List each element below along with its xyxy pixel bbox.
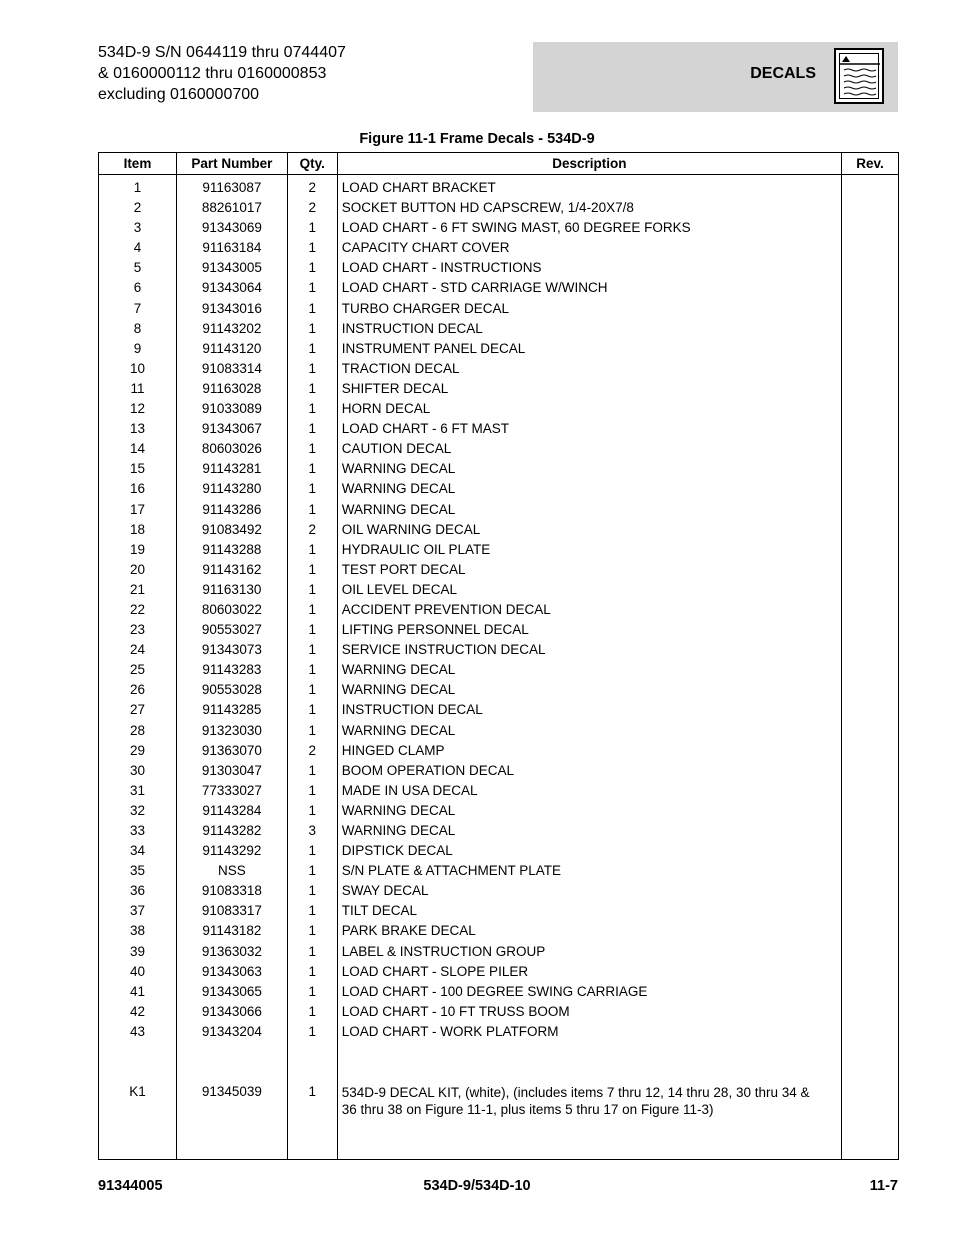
item-cell: 9 (99, 339, 177, 359)
rev-cell (842, 359, 899, 379)
header-item: Item (99, 153, 177, 175)
part-number-cell: 91343064 (176, 278, 287, 298)
item-cell: 31 (99, 781, 177, 801)
description-cell: INSTRUMENT PANEL DECAL (337, 339, 841, 359)
rev-cell (842, 721, 899, 741)
item-cell: 16 (99, 479, 177, 499)
item-cell: 29 (99, 741, 177, 761)
rev-cell (842, 379, 899, 399)
description-cell: LOAD CHART - 100 DEGREE SWING CARRIAGE (337, 982, 841, 1002)
description-cell: LABEL & INSTRUCTION GROUP (337, 942, 841, 962)
description-cell: HYDRAULIC OIL PLATE (337, 540, 841, 560)
parts-table (98, 152, 899, 1160)
description-cell: WARNING DECAL (337, 821, 841, 841)
part-number-cell: 91143292 (176, 841, 287, 861)
item-cell: 2 (99, 198, 177, 218)
item-cell: 38 (99, 921, 177, 941)
header-rev: Rev. (842, 153, 899, 175)
item-cell: 8 (99, 319, 177, 339)
part-number-cell: 91143281 (176, 459, 287, 479)
spacer-cell (176, 1042, 287, 1082)
rev-cell (842, 278, 899, 298)
part-number-cell: 91143282 (176, 821, 287, 841)
qty-cell: 1 (287, 459, 337, 479)
description-cell: SERVICE INSTRUCTION DECAL (337, 640, 841, 660)
description-cell: BOOM OPERATION DECAL (337, 761, 841, 781)
item-cell: 3 (99, 218, 177, 238)
qty-cell: 1 (287, 861, 337, 881)
table-row (99, 620, 899, 640)
table-row (99, 439, 899, 459)
footer-model: 534D-9/534D-10 (423, 1178, 531, 1194)
item-cell: 42 (99, 1002, 177, 1022)
item-cell: 22 (99, 600, 177, 620)
item-cell: 41 (99, 982, 177, 1002)
qty-cell: 1 (287, 359, 337, 379)
part-number-cell: 77333027 (176, 781, 287, 801)
description-cell: WARNING DECAL (337, 479, 841, 499)
spacer-cell (287, 1042, 337, 1082)
qty-cell: 1 (287, 560, 337, 580)
description-cell: LOAD CHART - SLOPE PILER (337, 962, 841, 982)
part-number-cell: 90553028 (176, 680, 287, 700)
part-number-cell: 91143285 (176, 700, 287, 720)
description-cell: LOAD CHART - 6 FT SWING MAST, 60 DEGREE FORKS (337, 218, 841, 238)
qty-cell: 1 (287, 962, 337, 982)
rev-cell (842, 580, 899, 600)
table-row (99, 861, 899, 881)
qty-cell: 1 (287, 540, 337, 560)
rev-cell (842, 238, 899, 258)
description-cell: MADE IN USA DECAL (337, 781, 841, 801)
description-cell: WARNING DECAL (337, 801, 841, 821)
rev-cell (842, 419, 899, 439)
description-cell: SWAY DECAL (337, 881, 841, 901)
rev-cell (842, 520, 899, 540)
qty-cell: 3 (287, 821, 337, 841)
part-number-cell: 91143162 (176, 560, 287, 580)
rev-cell (842, 560, 899, 580)
part-number-cell: 91303047 (176, 761, 287, 781)
rev-cell (842, 921, 899, 941)
item-cell: 37 (99, 901, 177, 921)
item-cell: 17 (99, 500, 177, 520)
rev-cell (842, 982, 899, 1002)
parts-table-body (99, 175, 899, 1160)
item-cell: 13 (99, 419, 177, 439)
rev-cell (842, 781, 899, 801)
qty-cell: 1 (287, 278, 337, 298)
item-cell: 32 (99, 801, 177, 821)
item-cell: 36 (99, 881, 177, 901)
qty-cell: 1 (287, 680, 337, 700)
item-cell: 33 (99, 821, 177, 841)
table-row (99, 540, 899, 560)
table-row (99, 942, 899, 962)
rev-cell (842, 459, 899, 479)
part-number-cell: 91143284 (176, 801, 287, 821)
table-row (99, 399, 899, 419)
qty-cell: 2 (287, 741, 337, 761)
rev-cell (842, 600, 899, 620)
item-cell: 40 (99, 962, 177, 982)
item-cell: 24 (99, 640, 177, 660)
qty-cell: 1 (287, 258, 337, 278)
qty-cell: 1 (287, 901, 337, 921)
part-number-cell: 91343067 (176, 419, 287, 439)
qty-cell: 1 (287, 1022, 337, 1042)
header-line-1: 534D-9 S/N 0644119 thru 0744407 (98, 44, 346, 61)
qty-cell: 1 (287, 319, 337, 339)
part-number-cell: 88261017 (176, 198, 287, 218)
table-row (99, 175, 899, 199)
rev-cell (842, 841, 899, 861)
qty-cell: 1 (287, 299, 337, 319)
item-cell: 20 (99, 560, 177, 580)
kit-description-line-2: 36 thru 38 on Figure 11-1, plus items 5 thru 17 on Figure 11-3) (341, 1102, 714, 1118)
description-cell: PARK BRAKE DECAL (337, 921, 841, 941)
description-cell: HINGED CLAMP (337, 741, 841, 761)
kit-description-line-1: 534D-9 DECAL KIT, (white), (includes items 7 thru 12, 14 thru 28, 30 thru 34 & (341, 1085, 810, 1101)
item-cell: 25 (99, 660, 177, 680)
table-row (99, 640, 899, 660)
item-cell: 28 (99, 721, 177, 741)
spacer-cell (337, 1042, 841, 1082)
description-cell: WARNING DECAL (337, 660, 841, 680)
qty-cell: 1 (287, 761, 337, 781)
qty-cell: 1 (287, 479, 337, 499)
qty-cell: 1 (287, 942, 337, 962)
item-cell: 21 (99, 580, 177, 600)
spacer-cell (842, 1042, 899, 1082)
part-number-cell: 91143286 (176, 500, 287, 520)
part-number-cell: 91323030 (176, 721, 287, 741)
item-cell: 39 (99, 942, 177, 962)
table-row (99, 680, 899, 700)
qty-cell: 1 (287, 841, 337, 861)
part-number-cell: 91033089 (176, 399, 287, 419)
table-row (99, 721, 899, 741)
part-number-cell: 80603026 (176, 439, 287, 459)
qty-cell: 2 (287, 520, 337, 540)
qty-cell: 1 (287, 238, 337, 258)
rev-cell (842, 540, 899, 560)
rev-cell (842, 439, 899, 459)
item-cell: 26 (99, 680, 177, 700)
table-row (99, 761, 899, 781)
rev-cell (842, 258, 899, 278)
rev-cell (842, 399, 899, 419)
qty-cell: 1 (287, 781, 337, 801)
description-cell: TILT DECAL (337, 901, 841, 921)
table-row (99, 479, 899, 499)
item-cell: 7 (99, 299, 177, 319)
footer-document-number: 91344005 (98, 1178, 163, 1194)
manual-book-icon (834, 48, 884, 104)
part-number-cell: 91083318 (176, 881, 287, 901)
table-row (99, 921, 899, 941)
figure-title: Figure 11-1 Frame Decals - 534D-9 (359, 131, 595, 147)
part-number-cell: 91143182 (176, 921, 287, 941)
part-number-cell: 91143202 (176, 319, 287, 339)
description-cell: LOAD CHART BRACKET (337, 175, 841, 199)
qty-cell: 1 (287, 399, 337, 419)
item-cell: 4 (99, 238, 177, 258)
table-row (99, 560, 899, 580)
part-number-cell: 91163028 (176, 379, 287, 399)
item-cell: 34 (99, 841, 177, 861)
rev-cell (842, 1022, 899, 1042)
table-row (99, 580, 899, 600)
part-number-cell: 91363032 (176, 942, 287, 962)
part-number-cell: 90553027 (176, 620, 287, 640)
table-row (99, 821, 899, 841)
qty-cell: 1 (287, 640, 337, 660)
table-row (99, 339, 899, 359)
description-cell: LOAD CHART - 10 FT TRUSS BOOM (337, 1002, 841, 1022)
description-cell: WARNING DECAL (337, 459, 841, 479)
rev-cell (842, 761, 899, 781)
qty-cell: 1 (287, 1002, 337, 1022)
rev-cell (842, 175, 899, 199)
part-number-cell: 91363070 (176, 741, 287, 761)
qty-cell: 1 (287, 500, 337, 520)
table-row (99, 218, 899, 238)
kit-description-cell (337, 1082, 841, 1160)
table-row (99, 359, 899, 379)
rev-cell (842, 741, 899, 761)
description-cell: LOAD CHART - INSTRUCTIONS (337, 258, 841, 278)
item-cell: 5 (99, 258, 177, 278)
item-cell: 10 (99, 359, 177, 379)
description-cell: OIL WARNING DECAL (337, 520, 841, 540)
table-row (99, 379, 899, 399)
spacer-cell (99, 1042, 177, 1082)
qty-cell: 1 (287, 921, 337, 941)
rev-cell (842, 881, 899, 901)
item-cell: 11 (99, 379, 177, 399)
part-number-cell: 91143288 (176, 540, 287, 560)
part-number-cell: 91343016 (176, 299, 287, 319)
item-cell: 12 (99, 399, 177, 419)
table-header-row (99, 153, 899, 175)
part-number-cell: 91343065 (176, 982, 287, 1002)
qty-cell: 1 (287, 982, 337, 1002)
table-row (99, 700, 899, 720)
part-number-cell: 91163130 (176, 580, 287, 600)
rev-cell (842, 801, 899, 821)
table-row (99, 1002, 899, 1022)
description-cell: TEST PORT DECAL (337, 560, 841, 580)
part-number-cell: 91343069 (176, 218, 287, 238)
description-cell: WARNING DECAL (337, 500, 841, 520)
table-row (99, 459, 899, 479)
rev-cell (842, 680, 899, 700)
description-cell: S/N PLATE & ATTACHMENT PLATE (337, 861, 841, 881)
item-cell: 18 (99, 520, 177, 540)
part-number-cell: 91343204 (176, 1022, 287, 1042)
table-row (99, 741, 899, 761)
rev-cell (842, 861, 899, 881)
table-row (99, 1022, 899, 1042)
description-cell: CAPACITY CHART COVER (337, 238, 841, 258)
qty-cell: 1 (287, 721, 337, 741)
description-cell: LOAD CHART - 6 FT MAST (337, 419, 841, 439)
item-cell: 14 (99, 439, 177, 459)
rev-cell (842, 821, 899, 841)
description-cell: LIFTING PERSONNEL DECAL (337, 620, 841, 640)
rev-cell (842, 942, 899, 962)
table-row (99, 982, 899, 1002)
part-number-cell: 91083492 (176, 520, 287, 540)
rev-cell (842, 319, 899, 339)
table-row (99, 258, 899, 278)
description-cell: OIL LEVEL DECAL (337, 580, 841, 600)
item-cell: 15 (99, 459, 177, 479)
part-number-cell: NSS (176, 861, 287, 881)
item-cell: 30 (99, 761, 177, 781)
part-number-cell: 91343073 (176, 640, 287, 660)
rev-cell (842, 500, 899, 520)
rev-cell (842, 901, 899, 921)
rev-cell (842, 1002, 899, 1022)
description-cell: TURBO CHARGER DECAL (337, 299, 841, 319)
footer-page-number: 11-7 (869, 1178, 898, 1194)
table-row (99, 500, 899, 520)
qty-cell: 1 (287, 700, 337, 720)
part-number-cell: 91083317 (176, 901, 287, 921)
part-number-cell: 91143283 (176, 660, 287, 680)
section-header (533, 42, 898, 112)
table-row (99, 238, 899, 258)
qty-cell: 1 (287, 419, 337, 439)
item-cell: 43 (99, 1022, 177, 1042)
kit-row (99, 1082, 899, 1160)
qty-cell: 1 (287, 1082, 337, 1160)
item-cell: K1 (99, 1082, 177, 1160)
rev-cell (842, 198, 899, 218)
table-row (99, 278, 899, 298)
rev-cell (842, 479, 899, 499)
rev-cell (842, 640, 899, 660)
description-cell: DIPSTICK DECAL (337, 841, 841, 861)
item-cell: 23 (99, 620, 177, 640)
rev-cell (842, 339, 899, 359)
item-cell: 19 (99, 540, 177, 560)
qty-cell: 1 (287, 439, 337, 459)
table-row (99, 419, 899, 439)
item-cell: 1 (99, 175, 177, 199)
table-row (99, 962, 899, 982)
description-cell: ACCIDENT PREVENTION DECAL (337, 600, 841, 620)
rev-cell (842, 962, 899, 982)
qty-cell: 1 (287, 660, 337, 680)
rev-cell (842, 700, 899, 720)
item-cell: 6 (99, 278, 177, 298)
table-row (99, 901, 899, 921)
part-number-cell: 91343066 (176, 1002, 287, 1022)
qty-cell: 1 (287, 580, 337, 600)
header-qty: Qty. (287, 153, 337, 175)
description-cell: WARNING DECAL (337, 680, 841, 700)
description-cell: WARNING DECAL (337, 721, 841, 741)
spacer-row (99, 1042, 899, 1082)
header-line-3: excluding 0160000700 (98, 86, 260, 103)
description-cell: TRACTION DECAL (337, 359, 841, 379)
description-cell: SHIFTER DECAL (337, 379, 841, 399)
part-number-cell: 91143120 (176, 339, 287, 359)
qty-cell: 1 (287, 801, 337, 821)
qty-cell: 1 (287, 620, 337, 640)
rev-cell (842, 620, 899, 640)
qty-cell: 1 (287, 600, 337, 620)
part-number-cell: 91345039 (176, 1082, 287, 1160)
table-row (99, 319, 899, 339)
header-part-number: Part Number (176, 153, 287, 175)
qty-cell: 1 (287, 218, 337, 238)
description-cell: LOAD CHART - WORK PLATFORM (337, 1022, 841, 1042)
table-row (99, 520, 899, 540)
table-row (99, 299, 899, 319)
table-row (99, 660, 899, 680)
part-number-cell: 91083314 (176, 359, 287, 379)
qty-cell: 1 (287, 379, 337, 399)
item-cell: 27 (99, 700, 177, 720)
table-row (99, 881, 899, 901)
rev-cell (842, 218, 899, 238)
table-row (99, 841, 899, 861)
table-row (99, 198, 899, 218)
part-number-cell: 80603022 (176, 600, 287, 620)
rev-cell (842, 660, 899, 680)
section-title: DECALS (750, 65, 816, 82)
part-number-cell: 91343005 (176, 258, 287, 278)
table-row (99, 600, 899, 620)
rev-cell (842, 1082, 899, 1160)
description-cell: HORN DECAL (337, 399, 841, 419)
rev-cell (842, 299, 899, 319)
description-cell: INSTRUCTION DECAL (337, 700, 841, 720)
qty-cell: 2 (287, 198, 337, 218)
header-line-2: & 0160000112 thru 0160000853 (98, 65, 327, 82)
part-number-cell: 91163184 (176, 238, 287, 258)
qty-cell: 1 (287, 881, 337, 901)
qty-cell: 2 (287, 175, 337, 199)
part-number-cell: 91163087 (176, 175, 287, 199)
qty-cell: 1 (287, 339, 337, 359)
header-model-info (98, 42, 346, 105)
part-number-cell: 91143280 (176, 479, 287, 499)
header-description: Description (337, 153, 841, 175)
table-row (99, 781, 899, 801)
table-row (99, 801, 899, 821)
description-cell: SOCKET BUTTON HD CAPSCREW, 1/4-20X7/8 (337, 198, 841, 218)
item-cell: 35 (99, 861, 177, 881)
part-number-cell: 91343063 (176, 962, 287, 982)
description-cell: CAUTION DECAL (337, 439, 841, 459)
description-cell: LOAD CHART - STD CARRIAGE W/WINCH (337, 278, 841, 298)
description-cell: INSTRUCTION DECAL (337, 319, 841, 339)
